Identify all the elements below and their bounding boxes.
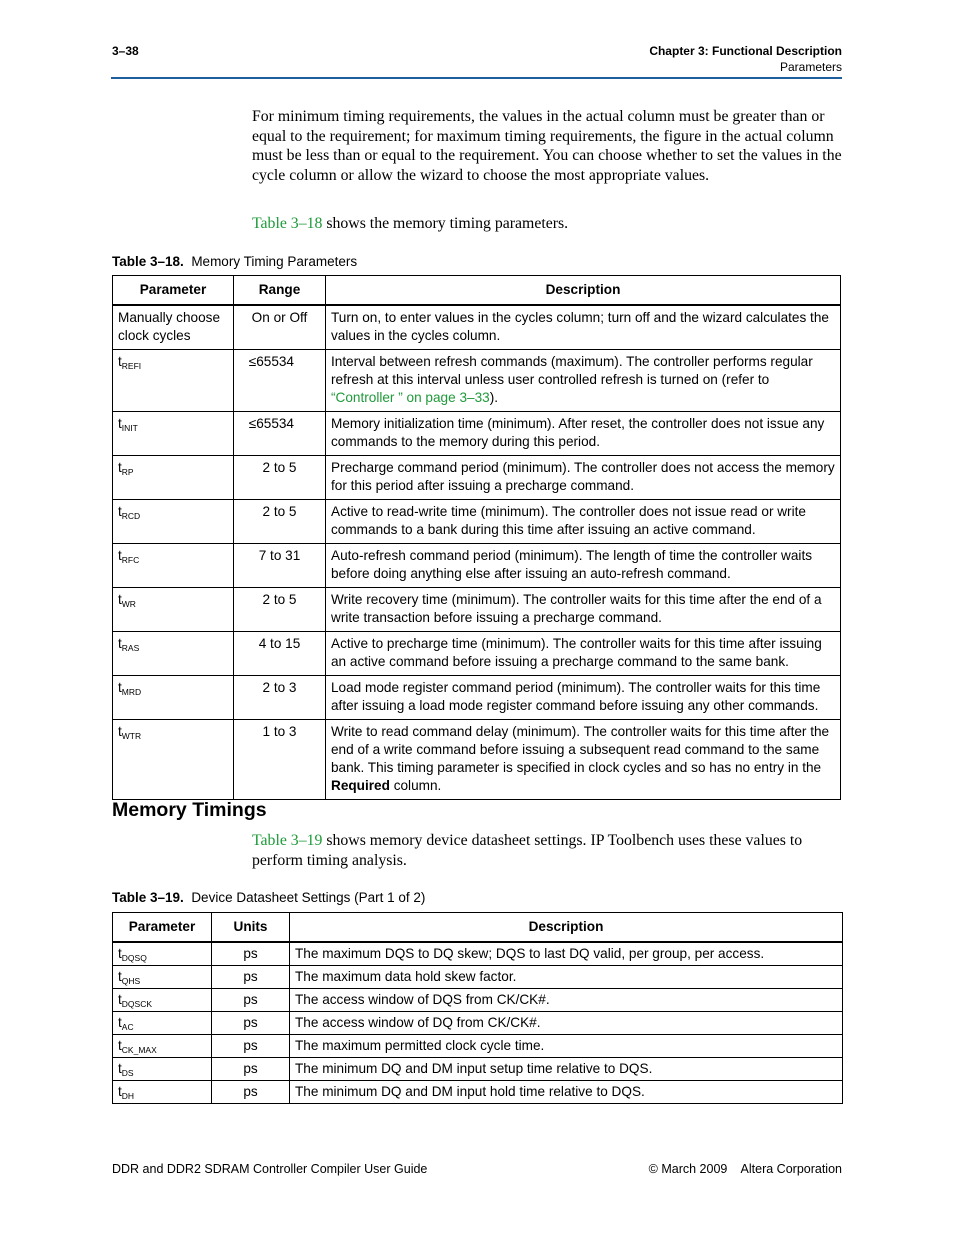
param-subscript: INIT [121, 423, 138, 433]
units-cell: ps [212, 966, 290, 989]
table-header-row [113, 276, 841, 306]
description-text: Write to read command delay (minimum). The controller waits for this time after the end of a write command before issuing a subsequent read command to the same bank. This timing parameter is specified in clock cycles and so has no entry in the [331, 724, 830, 775]
description-cell: The minimum DQ and DM input setup time relative to DQS. [290, 1058, 843, 1081]
description-cell: The access window of DQS from CK/CK#. [290, 989, 843, 1012]
table-row [113, 676, 841, 720]
range-cell: On or Off [234, 305, 326, 350]
table-caption [112, 254, 357, 269]
table-row [113, 1035, 843, 1058]
description-text: column. [389, 778, 442, 793]
table-caption-label: Table 3–19. [112, 890, 184, 905]
description-cell: Memory initialization time (minimum). After reset, the controller does not issue any commands to the memory during this period. [326, 412, 841, 456]
description-cell: Precharge command period (minimum). The controller does not access the memory for this period after issuing a precharge command. [326, 456, 841, 500]
param-symbol: t [118, 592, 122, 607]
param-symbol: t [118, 680, 122, 695]
description-cell: Active to precharge time (minimum). The controller waits for this time after issuing an active command before issuing a precharge command to the same bank. [326, 632, 841, 676]
device-datasheet-settings-table [112, 912, 843, 1104]
param-symbol: t [118, 992, 122, 1007]
description-cell: Turn on, to enter values in the cycles column; turn off and the wizard calculates the values in the cycles column. [326, 305, 841, 350]
parameter-cell [113, 1012, 212, 1035]
param-subscript: RP [121, 467, 134, 477]
description-cell: The minimum DQ and DM input hold time relative to DQS. [290, 1081, 843, 1104]
table-row [113, 989, 843, 1012]
description-cell: Auto-refresh command period (minimum). The length of time the controller waits before doing anything else after issuing an auto-refresh command. [326, 544, 841, 588]
parameter-cell [113, 632, 234, 676]
param-symbol: t [118, 416, 122, 431]
parameter-cell: Manually choose clock cycles [113, 305, 234, 350]
range-cell: 7 to 31 [234, 544, 326, 588]
footer-copyright: © March 2009 Altera Corporation [648, 1162, 842, 1176]
units-cell: ps [212, 1035, 290, 1058]
param-subscript: WR [121, 599, 136, 609]
param-symbol: t [118, 946, 122, 961]
param-symbol: t [118, 504, 122, 519]
table-row [113, 632, 841, 676]
range-cell: 2 to 3 [234, 676, 326, 720]
parameter-cell [113, 456, 234, 500]
description-text: Interval between refresh commands (maximum). The controller performs regular refresh at this interval unless user controlled refresh is turned on (refer to [331, 354, 813, 387]
section-title: Parameters [779, 60, 842, 74]
parameter-cell [113, 720, 234, 800]
param-subscript: RFC [121, 555, 140, 565]
column-header: Description [326, 276, 841, 306]
table-row [113, 350, 841, 412]
running-header [649, 43, 842, 75]
parameter-cell [113, 676, 234, 720]
page-number: 3–38 [112, 44, 139, 58]
table-row [113, 588, 841, 632]
memory-timing-parameters-table [112, 275, 841, 800]
description-cell: The maximum data hold skew factor. [290, 966, 843, 989]
description-cell [326, 350, 841, 412]
param-subscript: CK_MAX [121, 1045, 157, 1055]
parameter-cell [113, 1035, 212, 1058]
description-text: ). [489, 390, 499, 405]
column-header: Description [290, 913, 843, 943]
range-cell: 4 to 15 [234, 632, 326, 676]
column-header: Units [212, 913, 290, 943]
param-subscript: AC [121, 1022, 134, 1032]
param-subscript: DQSCK [121, 999, 153, 1009]
table-reference-paragraph [252, 214, 842, 234]
parameter-cell [113, 500, 234, 544]
units-cell: ps [212, 1081, 290, 1104]
units-cell: ps [212, 1058, 290, 1081]
param-subscript: DH [121, 1091, 135, 1101]
table-row [113, 1058, 843, 1081]
column-header: Parameter [113, 276, 234, 306]
description-cell: The maximum DQS to DQ skew; DQS to last DQ valid, per group, per access. [290, 942, 843, 966]
range-cell: 1 to 3 [234, 720, 326, 800]
units-cell: ps [212, 1012, 290, 1035]
table-3-18-link[interactable]: Table 3–18 [252, 215, 323, 232]
parameter-cell [113, 966, 212, 989]
param-symbol: t [118, 1038, 122, 1053]
table-caption-title: Memory Timing Parameters [191, 254, 358, 269]
footer-document-title: DDR and DDR2 SDRAM Controller Compiler User Guide [112, 1162, 428, 1176]
intro-paragraph: For minimum timing requirements, the values in the actual column must be greater than or equal to the requirement; for maximum timing requirements, the figure in the actual column must be less than or equal to the requirement. You can choose whether to set the values in the cycle column or allow the wizard to choose the most appropriate values. [252, 108, 842, 184]
parameter-cell [113, 588, 234, 632]
section-paragraph-text: shows memory device datasheet settings. IP Toolbench uses these values to perform timing analysis. [252, 832, 803, 869]
param-symbol: t [118, 354, 122, 369]
range-cell: 2 to 5 [234, 588, 326, 632]
param-symbol: t [118, 460, 122, 475]
table-row [113, 305, 841, 350]
param-subscript: DS [121, 1068, 134, 1078]
column-header: Parameter [113, 913, 212, 943]
range-cell: ≤65534 [234, 350, 326, 412]
table-row [113, 1012, 843, 1035]
table-caption-title: Device Datasheet Settings (Part 1 of 2) [191, 890, 426, 905]
param-subscript: RCD [121, 511, 141, 521]
section-paragraph [252, 831, 842, 870]
description-cell: The maximum permitted clock cycle time. [290, 1035, 843, 1058]
units-cell: ps [212, 942, 290, 966]
description-cell: Active to read-write time (minimum). The controller does not issue read or write commands to a bank during this time after issuing an active command. [326, 500, 841, 544]
units-cell: ps [212, 989, 290, 1012]
table-caption [112, 890, 425, 905]
description-cell [326, 720, 841, 800]
table-row [113, 966, 843, 989]
param-subscript: WTR [121, 731, 142, 741]
parameter-cell [113, 1081, 212, 1104]
table-row [113, 720, 841, 800]
param-symbol: t [118, 636, 122, 651]
section-heading: Memory Timings [112, 799, 267, 821]
range-cell: 2 to 5 [234, 456, 326, 500]
parameter-cell [113, 1058, 212, 1081]
parameter-cell [113, 989, 212, 1012]
column-header: Range [234, 276, 326, 306]
table-row [113, 942, 843, 966]
param-symbol: t [118, 1084, 122, 1099]
param-symbol: t [118, 548, 122, 563]
table-3-19-link[interactable]: Table 3–19 [252, 832, 323, 849]
table-row [113, 500, 841, 544]
description-bold-text: Required [331, 778, 390, 793]
description-cell: Load mode register command period (minimum). The controller waits for this time after issuing a load mode register command before issuing any other commands. [326, 676, 841, 720]
param-subscript: MRD [121, 687, 142, 697]
table-row [113, 456, 841, 500]
param-symbol: t [118, 724, 122, 739]
parameter-cell [113, 350, 234, 412]
parameter-cell [113, 544, 234, 588]
range-cell: 2 to 5 [234, 500, 326, 544]
table-row [113, 412, 841, 456]
table-caption-label: Table 3–18. [112, 254, 184, 269]
param-symbol: t [118, 1061, 122, 1076]
param-symbol: t [118, 1015, 122, 1030]
table-header-row [113, 913, 843, 943]
param-subscript: DQSQ [121, 953, 147, 963]
header-rule [111, 77, 842, 79]
param-subscript: RAS [121, 643, 140, 653]
controller-page-link[interactable]: “Controller ” on page 3–33 [331, 390, 490, 405]
description-cell: The access window of DQ from CK/CK#. [290, 1012, 843, 1035]
table-reference-text: shows the memory timing parameters. [322, 215, 569, 232]
chapter-title: Chapter 3: Functional Description [649, 44, 842, 58]
param-subscript: QHS [121, 976, 141, 986]
param-symbol: t [118, 969, 122, 984]
parameter-cell [113, 412, 234, 456]
table-row [113, 544, 841, 588]
description-cell: Write recovery time (minimum). The controller waits for this time after the end of a write transaction before issuing a precharge command. [326, 588, 841, 632]
parameter-cell [113, 942, 212, 966]
param-subscript: REFI [121, 361, 142, 371]
range-cell: ≤65534 [234, 412, 326, 456]
table-row [113, 1081, 843, 1104]
